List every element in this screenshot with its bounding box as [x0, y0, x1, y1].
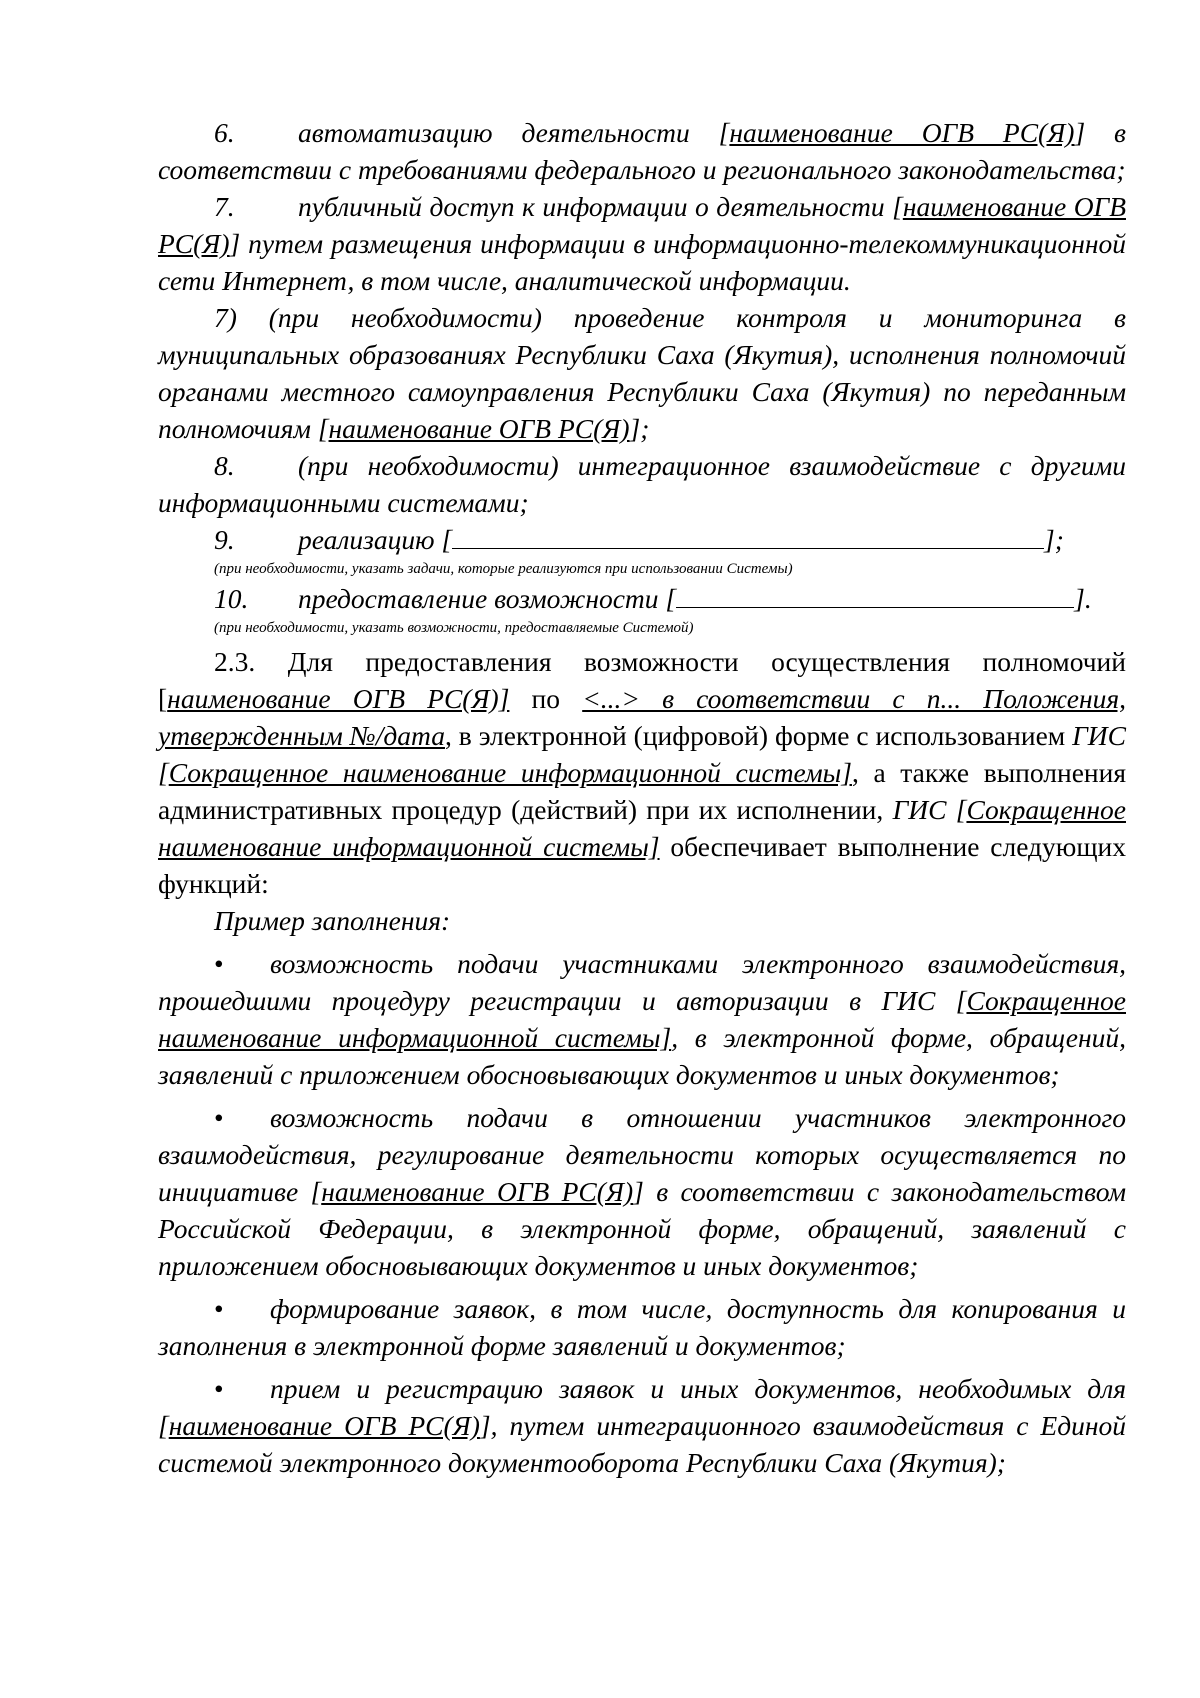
item-number: 10.	[214, 583, 249, 614]
item-number: 7.	[214, 191, 235, 222]
bullet-item	[158, 1370, 1126, 1481]
list-item-10	[158, 580, 1126, 617]
item-text: 7) (при необходимости) проведение контроля и мониторинга в муниципальных образованиях Республики Саха (Якутия), исполнения полномочий органами местного самоуправления Республики Саха (Якутия) по переданным полномочиям [	[158, 302, 1126, 444]
section-text: , в электронной (цифровой) форме с использованием	[444, 720, 1073, 751]
item-number: 9.	[214, 524, 235, 555]
item-text-end: ].	[1074, 583, 1092, 614]
list-item-7b	[158, 299, 1126, 447]
placeholder-regulation: <...> в соответствии с п... Положения, утвержденным №/дата	[158, 683, 1127, 751]
hint-note: (при необходимости, указать возможности, предоставляемые Системой)	[214, 620, 694, 636]
item-text: предоставление возможности [	[298, 583, 677, 614]
bullet-text-end: ] в соответствии с законодательством Российской Федерации, в электронной форме, обращений, заявлений с приложением обосновывающих документов и иных документов;	[158, 1176, 1126, 1281]
placeholder-ogv: наименование ОГВ РС(Я)	[158, 191, 1126, 259]
item-text-end: ] в соответствии с требованиями федерального и регионального законодательства;	[158, 117, 1126, 185]
bullet-icon: •	[214, 1373, 224, 1404]
list-item-7	[158, 188, 1126, 299]
section-text: , а также выполнения административных процедур (действий) при их исполнении,	[158, 757, 1126, 825]
item-text-end: ];	[1044, 524, 1064, 555]
item-text: публичный доступ к информации о деятельности [	[298, 191, 903, 222]
list-item-8	[158, 447, 1126, 521]
item-text-end: ];	[629, 413, 650, 444]
bullet-icon: •	[214, 1102, 224, 1133]
item-text-end: ] путем размещения информации в информационно-телекоммуникационной сети Интернет, в том числе, аналитической информации.	[158, 228, 1126, 296]
bullet-icon: •	[214, 948, 224, 979]
hint-note: (при необходимости, указать задачи, которые реализуются при использовании Системы)	[214, 561, 793, 577]
bullet-icon: •	[214, 1293, 224, 1324]
bullet-text-end: , в электронной форме, обращений, заявлений с приложением обосновывающих документов и иных документов;	[158, 1022, 1126, 1090]
bullet-item	[158, 1099, 1126, 1284]
bullet-text: формирование заявок, в том числе, доступность для копирования и заполнения в электронной форме заявлений и документов;	[158, 1293, 1126, 1361]
item-text: автоматизацию деятельности [	[298, 117, 730, 148]
bullet-item	[158, 945, 1126, 1093]
placeholder-system-name: Сокращенное наименование информационной системы]	[158, 794, 1126, 862]
section-2-3	[158, 643, 1126, 902]
placeholder-system-name: Сокращенное наименование информационной системы]	[158, 985, 1126, 1053]
item-number: 6.	[214, 117, 235, 148]
bullet-text: прием и регистрацию заявок и иных документов, необходимых для [	[158, 1373, 1126, 1441]
bullet-text: возможность подачи в отношении участников электронного взаимодействия, регулирование деятельности которых осуществляется по инициативе [	[158, 1102, 1126, 1207]
section-text: по	[509, 683, 583, 714]
gis-prefix: ГИС [	[158, 720, 1126, 788]
item-text: (при необходимости) интеграционное взаимодействие с другими информационными системами;	[158, 450, 1126, 518]
fill-in-blank[interactable]	[676, 581, 1074, 608]
placeholder-ogv: наименование ОГВ РС(Я)	[168, 1410, 480, 1441]
bullet-text: возможность подачи участниками электронного взаимодействия, прошедшими процедуру регистрации и авторизации в ГИС [	[158, 948, 1126, 1016]
gis-prefix: ГИС [	[892, 794, 967, 825]
section-text: обеспечивает выполнение следующих функций:	[158, 831, 1126, 899]
example-label: Пример заполнения:	[214, 905, 451, 936]
placeholder-ogv: наименование ОГВ РС(Я)	[729, 117, 1075, 148]
item-text: реализацию [	[298, 524, 453, 555]
list-item-9	[158, 521, 1126, 558]
placeholder-ogv: наименование ОГВ РС(Я)	[328, 413, 630, 444]
bullet-text-end: ], путем интеграционного взаимодействия с Единой системой электронного документооборота Республики Саха (Якутия);	[158, 1410, 1126, 1478]
fill-in-blank[interactable]	[452, 522, 1044, 549]
placeholder-ogv: наименование ОГВ РС(Я)]	[167, 683, 510, 714]
placeholder-system-name: Сокращенное наименование информационной системы]	[168, 757, 852, 788]
placeholder-ogv: наименование ОГВ РС(Я)	[321, 1176, 634, 1207]
item-number: 8.	[214, 450, 235, 481]
list-item-6	[158, 114, 1126, 188]
bullet-item	[158, 1290, 1126, 1364]
section-text: 2.3. Для предоставления возможности осуществления полномочий [	[158, 646, 1126, 714]
